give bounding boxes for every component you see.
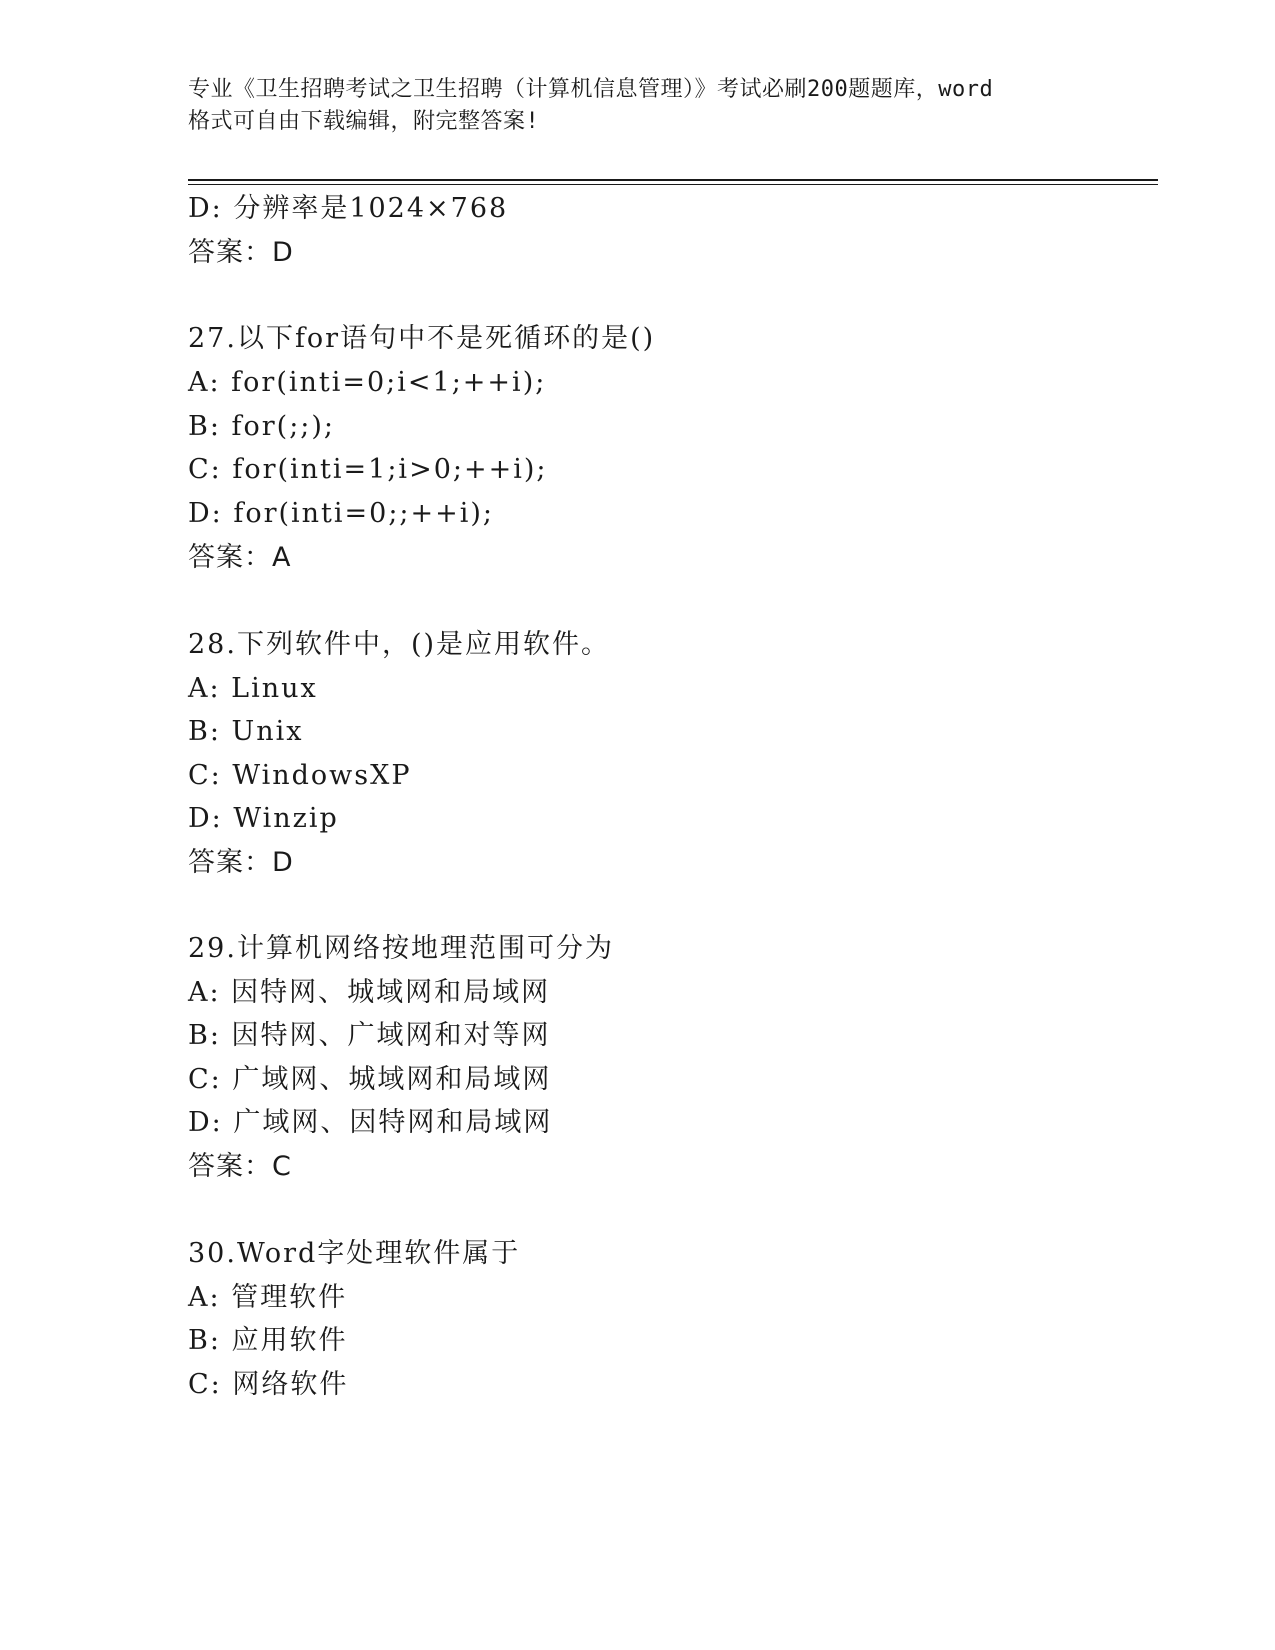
- q28-option-b: B: Unix: [188, 716, 304, 747]
- q28-option-a: A: Linux: [188, 673, 318, 704]
- header-divider-thin: [188, 184, 1158, 185]
- q30-option-a: A: 管理软件: [188, 1282, 348, 1313]
- q28-option-c: C: WindowsXP: [188, 760, 412, 791]
- q29-option-a: A: 因特网、城域网和局域网: [188, 977, 551, 1008]
- q27-answer: 答案：A: [188, 542, 292, 573]
- q29-stem: 29.计算机网络按地理范围可分为: [188, 933, 614, 964]
- q28-option-d: D: Winzip: [188, 803, 339, 834]
- header-divider-thick: [188, 179, 1158, 181]
- q27-option-a: A: for(inti=0;i<1;++i);: [188, 367, 547, 398]
- q30-stem: 30.Word字处理软件属于: [188, 1238, 521, 1269]
- q29-answer: 答案：C: [188, 1151, 292, 1182]
- q30-option-b: B: 应用软件: [188, 1325, 348, 1356]
- q28-answer: 答案：D: [188, 847, 294, 878]
- q30-option-c: C: 网络软件: [188, 1369, 349, 1400]
- header-line-2: 格式可自由下载编辑，附完整答案!: [188, 109, 540, 134]
- q28-stem: 28.下列软件中，()是应用软件。: [188, 629, 611, 660]
- q27-option-c: C: for(inti=1;i>0;++i);: [188, 454, 548, 485]
- prev-option-d: D: 分辨率是1024×768: [188, 193, 509, 224]
- prev-answer: 答案：D: [188, 237, 294, 268]
- q29-option-c: C: 广域网、城域网和局域网: [188, 1064, 552, 1095]
- header-line-1: 专业《卫生招聘考试之卫生招聘（计算机信息管理）》考试必刷200题题库，word: [188, 77, 994, 102]
- q29-option-d: D: 广域网、因特网和局域网: [188, 1107, 553, 1138]
- q27-option-b: B: for(;;);: [188, 411, 336, 442]
- q27-option-d: D: for(inti=0;;++i);: [188, 498, 495, 529]
- document-header: [188, 74, 1088, 138]
- q29-option-b: B: 因特网、广域网和对等网: [188, 1020, 551, 1051]
- q27-stem: 27.以下for语句中不是死循环的是(): [188, 323, 656, 354]
